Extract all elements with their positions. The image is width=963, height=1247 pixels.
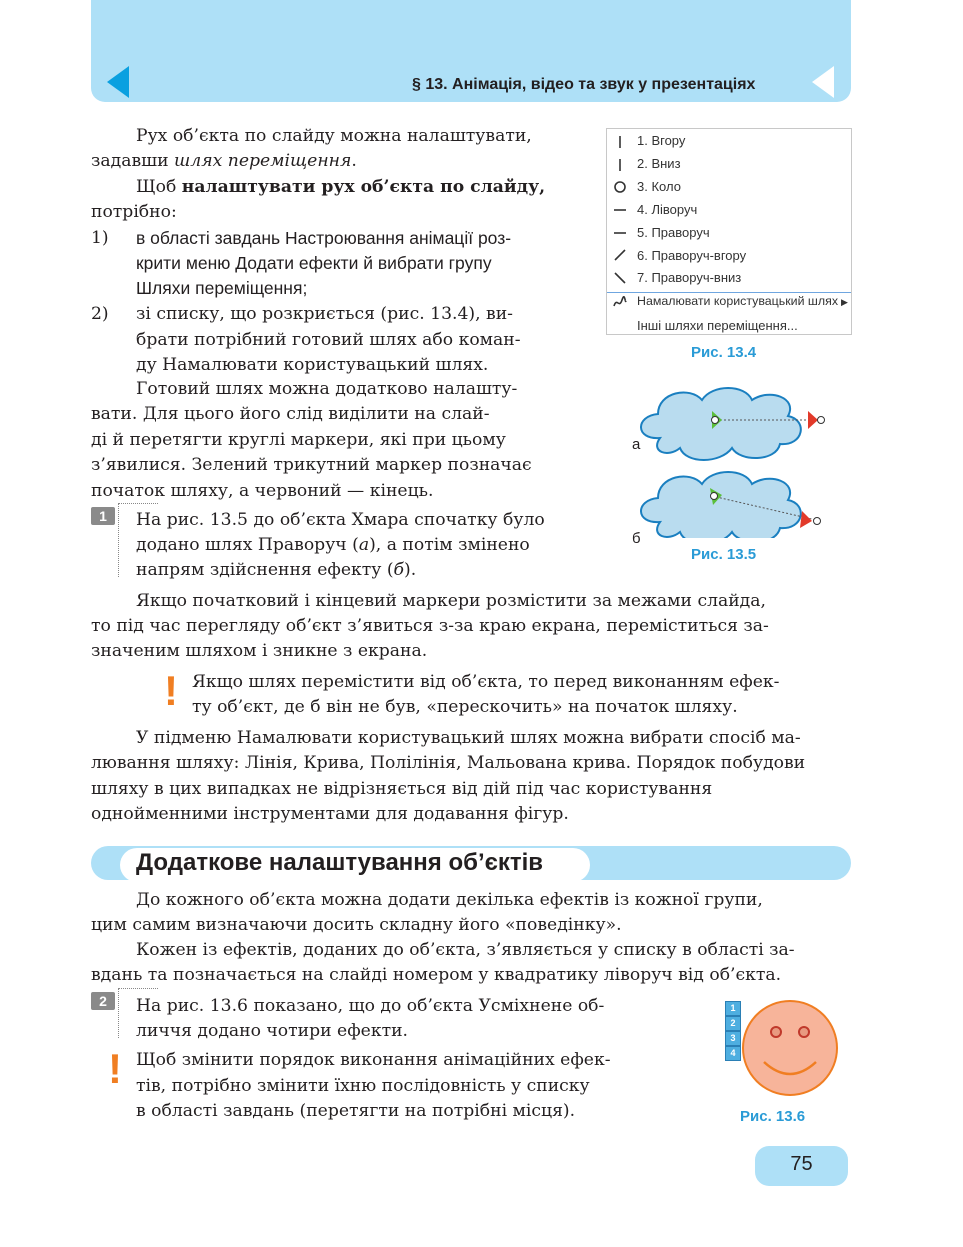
submenu-line-1: У підменю Намалювати користувацький шлях можна вибрати спосіб ма- bbox=[136, 728, 801, 748]
figure-13-6-caption: Рис. 13.6 bbox=[740, 1108, 806, 1125]
menu-separator bbox=[607, 292, 851, 293]
step-2-line-1: зі списку, що розкриється (рис. 13.4), ви- bbox=[136, 304, 513, 324]
up-path-icon bbox=[613, 135, 627, 149]
warning-1-line-1: Якщо шлях перемістити від об’єкта, то перед виконанням ефек- bbox=[192, 672, 780, 692]
submenu-line-2: лювання шляху: Лінія, Крива, Полілінія, Мальована крива. Порядок побудови bbox=[91, 753, 806, 773]
step-1-number: 1) bbox=[91, 228, 109, 248]
step-2-number: 2) bbox=[91, 304, 109, 324]
submenu-arrow-icon: ▶ bbox=[841, 297, 848, 307]
menu-item-right[interactable]: 5. Праворуч bbox=[637, 225, 710, 240]
cloud-shape-b bbox=[641, 472, 801, 538]
figure-13-5-clouds bbox=[620, 378, 830, 538]
ready-line-1: Готовий шлях можна додатково налашту- bbox=[136, 379, 518, 399]
intro-line-2: задавши шлях переміщення. bbox=[91, 151, 357, 171]
effects-line-4: вдань та позначається на слайді номером у квадратику ліворуч від об’єкта. bbox=[91, 965, 782, 985]
effect-number-1: 1 bbox=[725, 1001, 741, 1016]
smiley-face-icon bbox=[740, 994, 840, 1102]
effect-number-3: 3 bbox=[725, 1031, 741, 1046]
intro-line-3: Щоб налаштувати рух об’єкта по слайду, bbox=[136, 177, 546, 197]
ready-line-3: ді й перетягти круглі маркери, які при цьому bbox=[91, 430, 506, 450]
ready-line-4: з’явилися. Зелений трикутний маркер позначає bbox=[91, 455, 532, 475]
note-1-line-2: додано шлях Праворуч (а), а потім змінено bbox=[136, 535, 530, 555]
ready-line-2: вати. Для цього його слід виділити на слай- bbox=[91, 404, 490, 424]
left-path-icon bbox=[613, 203, 627, 217]
note-badge-2: 2 bbox=[91, 992, 115, 1010]
step-1-line-3: Шляхи переміщення; bbox=[136, 278, 308, 298]
note-1-rule bbox=[118, 503, 119, 577]
warning-icon: ! bbox=[108, 1045, 122, 1092]
effects-line-1: До кожного об’єкта можна додати декілька ефектів із кожної групи, bbox=[136, 890, 763, 910]
chapter-title: § 13. Анімація, відео та звук у презентаціях bbox=[412, 76, 756, 93]
submenu-line-4: однойменними інструментами для додавання фігур. bbox=[91, 804, 569, 824]
next-page-arrow-icon[interactable] bbox=[812, 66, 834, 98]
effects-line-3: Кожен із ефектів, доданих до об’єкта, з’являється у списку в області за- bbox=[136, 940, 795, 960]
note-2-rule bbox=[118, 988, 119, 1038]
effect-number-2: 2 bbox=[725, 1016, 741, 1031]
note-2-line-2: личчя додано чотири ефекти. bbox=[136, 1021, 408, 1041]
submenu-line-3: шляху в цих випадках не відрізняється від дій під час користування bbox=[91, 779, 713, 799]
note-badge-1: 1 bbox=[91, 507, 115, 525]
previous-page-arrow-icon[interactable] bbox=[107, 66, 129, 98]
cloud-shape-a bbox=[641, 388, 801, 460]
effect-number-4: 4 bbox=[725, 1046, 741, 1061]
markers-line-2: то під час перегляду об’єкт з’явиться з-за краю екрана, переміститься за- bbox=[91, 616, 769, 636]
menu-item-down[interactable]: 2. Вниз bbox=[637, 156, 681, 171]
warning-icon: ! bbox=[164, 667, 178, 714]
menu-item-circle[interactable]: 3. Коло bbox=[637, 179, 681, 194]
intro-line-4: потрібно: bbox=[91, 202, 177, 222]
step-1-line-1: в області завдань Настроювання анімації роз- bbox=[136, 228, 512, 248]
step-2-line-2: брати потрібний готовий шлях або коман- bbox=[136, 330, 521, 350]
warning-2-line-3: в області завдань (перетягти на потрібні місця). bbox=[136, 1101, 576, 1121]
figure-13-5-caption: Рис. 13.5 bbox=[691, 546, 757, 563]
down-path-icon bbox=[613, 158, 627, 172]
right-up-path-icon bbox=[613, 248, 627, 262]
step-2-line-3: ду Намалювати користувацький шлях. bbox=[136, 355, 489, 375]
page-number: 75 bbox=[790, 1153, 813, 1175]
ready-line-5: початок шляху, а червоний — кінець. bbox=[91, 481, 434, 501]
menu-item-custom-path[interactable]: Намалювати користувацький шлях ▶ bbox=[637, 294, 848, 308]
note-1-divider bbox=[118, 503, 158, 504]
note-1-line-1: На рис. 13.5 до об’єкта Хмара спочатку було bbox=[136, 510, 545, 530]
right-down-path-icon bbox=[613, 271, 627, 285]
note-2-line-1: На рис. 13.6 показано, що до об’єкта Усміхнене об- bbox=[136, 996, 605, 1016]
menu-item-left[interactable]: 4. Ліворуч bbox=[637, 202, 698, 217]
intro-line-1: Рух об’єкта по слайду можна налаштувати, bbox=[136, 126, 532, 146]
circle-path-icon bbox=[613, 180, 627, 194]
figure-13-4-caption: Рис. 13.4 bbox=[691, 344, 757, 361]
markers-line-1: Якщо початковий і кінцевий маркери розмістити за межами слайда, bbox=[136, 591, 766, 611]
effects-line-2: цим самим визначаючи досить складну його «поведінку». bbox=[91, 915, 622, 935]
right-path-icon bbox=[613, 226, 627, 240]
note-2-divider bbox=[118, 988, 158, 989]
motion-paths-menu bbox=[606, 128, 852, 335]
warning-2-line-1: Щоб змінити порядок виконання анімаційних ефек- bbox=[136, 1050, 611, 1070]
menu-item-up[interactable]: 1. Вгору bbox=[637, 133, 686, 148]
menu-item-right-down[interactable]: 7. Праворуч-вниз bbox=[637, 270, 742, 285]
markers-line-3: значеним шляхом і зникне з екрана. bbox=[91, 641, 428, 661]
figure-13-5-label-a: а bbox=[632, 436, 641, 453]
step-1-line-2: крити меню Додати ефекти й вибрати групу bbox=[136, 253, 492, 273]
figure-13-5-label-b: б bbox=[632, 530, 641, 547]
section-title: Додаткове налаштування об’єктів bbox=[136, 849, 544, 876]
custom-path-icon bbox=[613, 296, 627, 310]
warning-2-line-2: тів, потрібно змінити їхню послідовність у списку bbox=[136, 1076, 590, 1096]
warning-1-line-2: ту об’єкт, де б він не був, «перескочить» на початок шляху. bbox=[192, 697, 738, 717]
note-1-line-3: напрям здійснення ефекту (б). bbox=[136, 560, 417, 580]
menu-item-right-up[interactable]: 6. Праворуч-вгору bbox=[637, 248, 747, 263]
menu-item-more-paths[interactable]: Інші шляхи переміщення... bbox=[637, 318, 798, 333]
